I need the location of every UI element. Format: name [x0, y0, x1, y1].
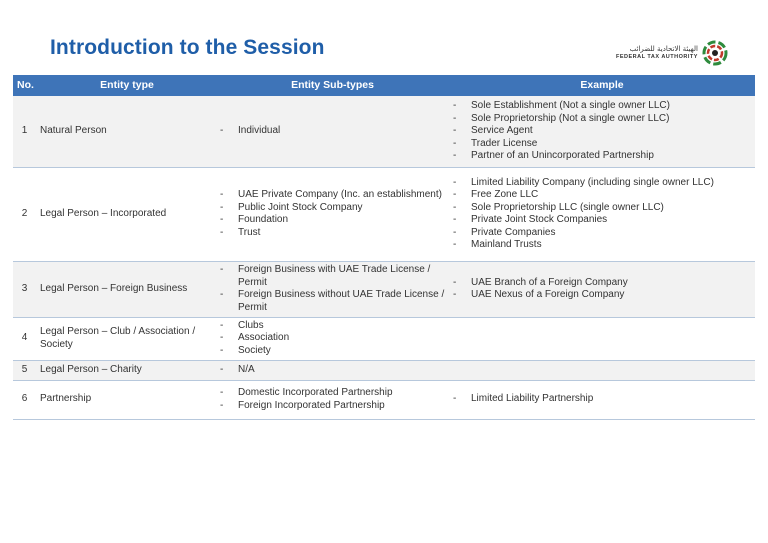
sub-type-item: - Foundation	[218, 214, 447, 227]
entity-type-cell: Legal Person – Charity	[38, 360, 216, 380]
row-number: 3	[13, 261, 38, 317]
sub-types-cell-list	[218, 320, 447, 358]
examples-cell	[449, 380, 755, 419]
examples-cell	[449, 261, 755, 317]
example-item: - Limited Liability Company (including single owner LLC)	[451, 177, 753, 190]
examples-cell	[449, 360, 755, 380]
row-number: 1	[13, 96, 38, 167]
examples-cell-list	[451, 393, 753, 406]
table-row	[13, 96, 755, 167]
header-no: No.	[13, 75, 38, 96]
sub-type-item: - N/A	[218, 364, 447, 377]
table-row	[13, 167, 755, 261]
sub-type-item: - Association	[218, 332, 447, 345]
example-item: - Free Zone LLC	[451, 189, 753, 202]
table-row	[13, 380, 755, 419]
sub-type-item: - Foreign Business with UAE Trade License / Permit	[218, 264, 447, 289]
sub-type-item: - Individual	[218, 125, 447, 138]
slide-title: Introduction to the Session	[50, 36, 325, 59]
sub-type-item: - Public Joint Stock Company	[218, 202, 447, 215]
entity-type-cell: Legal Person – Incorporated	[38, 167, 216, 261]
logo-arabic-text: الهيئة الاتحادية للضرائب	[629, 45, 698, 53]
example-item: - Sole Proprietorship LLC (single owner LLC)	[451, 202, 753, 215]
example-item: - Partner of an Unincorporated Partnership	[451, 150, 753, 163]
example-item: - Limited Liability Partnership	[451, 393, 753, 406]
row-number: 4	[13, 317, 38, 360]
sub-types-cell-list	[218, 264, 447, 314]
sub-type-item: - Foreign Business without UAE Trade License / Permit	[218, 289, 447, 314]
example-item: - Private Joint Stock Companies	[451, 214, 753, 227]
example-item: - Mainland Trusts	[451, 239, 753, 252]
sub-types-cell	[216, 167, 449, 261]
sub-type-item: - Clubs	[218, 320, 447, 333]
sub-type-item: - Society	[218, 345, 447, 358]
sub-types-cell-list	[218, 125, 447, 138]
row-number: 5	[13, 360, 38, 380]
example-item: - Sole Establishment (Not a single owner LLC)	[451, 100, 753, 113]
example-item: - Trader License	[451, 138, 753, 151]
example-item: - UAE Nexus of a Foreign Company	[451, 289, 753, 302]
entity-type-cell: Natural Person	[38, 96, 216, 167]
examples-cell-list	[451, 177, 753, 252]
fta-logo	[616, 40, 728, 66]
table-header-row	[13, 75, 755, 96]
entity-type-cell: Legal Person – Foreign Business	[38, 261, 216, 317]
table-body	[13, 96, 755, 419]
header-sub-types: Entity Sub-types	[216, 75, 449, 96]
example-item: - Private Companies	[451, 227, 753, 240]
sub-types-cell	[216, 96, 449, 167]
header-example: Example	[449, 75, 755, 96]
logo-english-text: FEDERAL TAX AUTHORITY	[616, 54, 698, 60]
sub-types-cell-list	[218, 387, 447, 412]
entity-type-cell: Legal Person – Club / Association / Society	[38, 317, 216, 360]
row-number: 6	[13, 380, 38, 419]
sub-types-cell	[216, 360, 449, 380]
header-entity-type: Entity type	[38, 75, 216, 96]
fta-seal-icon	[702, 40, 728, 66]
row-number: 2	[13, 167, 38, 261]
example-item: - Service Agent	[451, 125, 753, 138]
table-row	[13, 360, 755, 380]
entity-types-table	[13, 75, 755, 420]
example-item: - Sole Proprietorship (Not a single owner LLC)	[451, 113, 753, 126]
examples-cell	[449, 96, 755, 167]
examples-cell-list	[451, 100, 753, 163]
examples-cell-list	[451, 277, 753, 302]
examples-cell	[449, 317, 755, 360]
sub-types-cell	[216, 380, 449, 419]
table-row	[13, 317, 755, 360]
sub-types-cell-list	[218, 189, 447, 239]
sub-type-item: - Foreign Incorporated Partnership	[218, 400, 447, 413]
sub-type-item: - UAE Private Company (Inc. an establishment)	[218, 189, 447, 202]
sub-types-cell	[216, 317, 449, 360]
sub-types-cell	[216, 261, 449, 317]
sub-type-item: - Domestic Incorporated Partnership	[218, 387, 447, 400]
sub-types-cell-list	[218, 364, 447, 377]
table-row	[13, 261, 755, 317]
sub-type-item: - Trust	[218, 227, 447, 240]
examples-cell	[449, 167, 755, 261]
entity-type-cell: Partnership	[38, 380, 216, 419]
example-item: - UAE Branch of a Foreign Company	[451, 277, 753, 290]
